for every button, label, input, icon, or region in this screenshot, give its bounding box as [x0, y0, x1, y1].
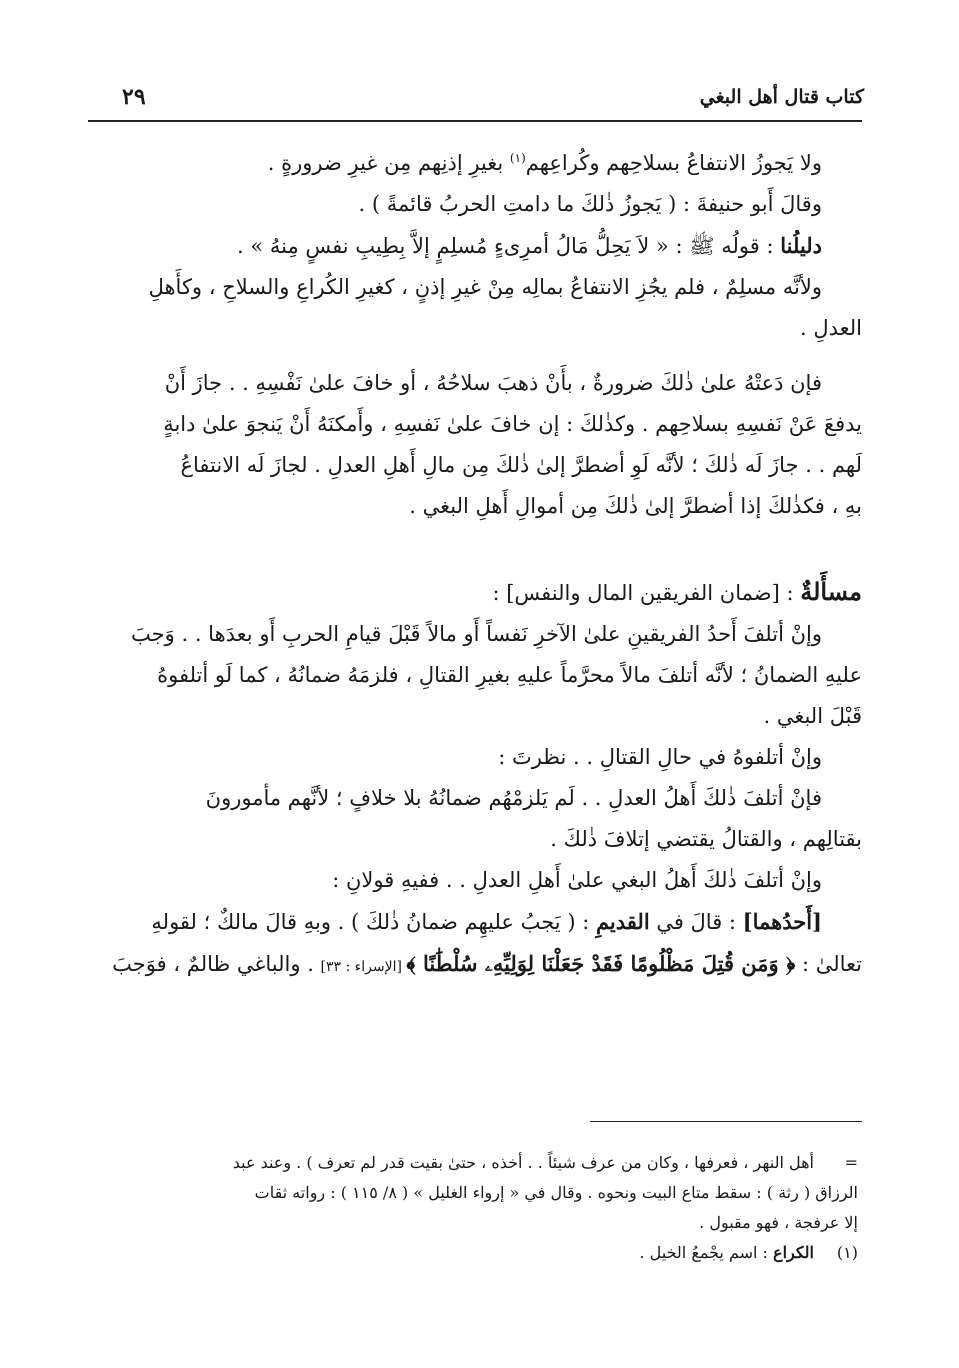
- paragraph-line: عليهِ الضمانُ ؛ لأنَّه أتلفَ مالاً محرَّماً عليهِ بغيرِ القتالِ ، فلزمَهُ ضمانُهُ ، كما لَو أتلفوهُ: [157, 663, 862, 687]
- footnote-term: الكراع: [773, 1243, 814, 1262]
- footnotes: [98, 1148, 858, 1268]
- quran-verse: ﴿ وَمَن قُتِلَ مَظْلُومًا فَقَدْ جَعَلْنَا لِوَلِيِّهِۦ سُلْطَٰنًا ﴾: [406, 951, 796, 976]
- paragraph-line: دليلُنا : قولُه ﷺ : « لاَ يَحِلُّ مَالُ أمرِىءٍ مُسلِمٍ إلاَّ بِطِيبِ نفسٍ مِنهُ » .: [236, 233, 822, 258]
- footnote-divider: [590, 1121, 862, 1122]
- paragraph-line: [أَحدُهما] : قالَ في القديمِ : ( يَجبُ عليهِم ضمانُ ذٰلكَ ) . وبهِ قالَ مالكٌ ؛ لقولهِ: [151, 909, 822, 934]
- paragraph-line: يدفعَ عَنْ نَفسِهِ بسلاحِهم . وكذٰلكَ : إن خافَ علىٰ نَفسِهِ ، وأَمكنَهُ أَنْ يَنجوَ علىٰ دابةٍ: [163, 412, 862, 436]
- continuation-mark: =: [844, 1153, 858, 1172]
- paragraph-line: وإنْ أتلفَ ذٰلكَ أَهلُ البغي علىٰ أَهلِ العدلِ . . ففيهِ قولانِ :: [332, 868, 822, 892]
- footnote-line: إلا عرفجة ، فهو مقبول .: [699, 1213, 858, 1232]
- paragraph-line: لَهم . . جازَ لَه ذٰلكَ ؛ لأنَّه لَوِ أضطرَّ إلىٰ ذٰلكَ مِن مالِ أَهلِ العدلِ . لجازَ لَه الانتفاعُ: [180, 453, 862, 477]
- section-heading: [90, 571, 862, 614]
- paragraph-line: ولأنَّه مسلِمٌ ، فلم يجُزِ الانتفاعُ بمالِه مِنْ غيرِ إذنٍ ، كغيرِ الكُراعِ والسلاحِ ، وكأَهلِ: [148, 275, 822, 299]
- paragraph-line: فإن دَعتْهُ علىٰ ذٰلكَ ضرورةٌ ، بأَنْ ذهبَ سلاحُهُ ، أو خافَ علىٰ نَفْسِهِ . . جازَ أَنْ: [164, 371, 822, 395]
- running-title: كتاب قتال أهل البغي: [699, 86, 864, 108]
- paragraph-line: بقتالِهم ، والقتالُ يقتضي إتلافَ ذٰلكَ .: [550, 827, 862, 851]
- paragraph-line: ولا يَجوزُ الانتفاعُ بسلاحِهم وكُراعِهم$^{(١)}$ بغيرِ إذنِهم مِن غيرِ ضرورةٍ .: [267, 151, 822, 175]
- page-header: [92, 84, 864, 118]
- section-title: : [ضمان الفريقين المال والنفس] :: [492, 581, 801, 605]
- evidence-label: دليلُنا: [780, 233, 822, 258]
- paragraph-line: قَبْلَ البغي .: [763, 704, 862, 728]
- page-number: ٢٩: [122, 84, 146, 110]
- paragraph-line: وإنْ أتلفوهُ في حالِ القتالِ . . نظرتَ :: [498, 745, 822, 769]
- paragraph-line: وقالَ أَبو حنيفةَ : ( يَجوزُ ذٰلكَ ما دامتِ الحربُ قائمةً ) .: [358, 192, 822, 216]
- paragraph-line: بهِ ، فكذٰلكَ إذا أضطرَّ إلىٰ ذٰلكَ مِن أموالِ أَهلِ البغي .: [409, 494, 862, 518]
- footnote-ref[interactable]: (١): [509, 151, 526, 165]
- footnote-1: (١)الكراع : اسم يجْمعُ الخيل .: [98, 1238, 858, 1268]
- footnote-line: الرزاق ( رثة ) : سقط متاع البيت ونحوه . وقال في « إرواء الغليل » ( ٨/ ١١٥ ) : رواته ثقات: [254, 1183, 858, 1202]
- paragraph-line: تعالىٰ : ﴿ وَمَن قُتِلَ مَظْلُومًا فَقَدْ جَعَلْنَا لِوَلِيِّهِۦ سُلْطَٰنًا ﴾ [الإسراء : ٣٣] . والباغي ظالمٌ ، فوَجبَ: [112, 951, 862, 976]
- footnote-number: (١): [836, 1243, 858, 1262]
- paragraph-line: وإنْ أتلفَ أَحدُ الفريقينِ علىٰ الآخرِ نَفساً أَو مالاً قَبْلَ قيامِ الحربِ أَو بعدَها . . وَجبَ: [131, 622, 822, 646]
- main-text: [90, 138, 862, 988]
- verse-reference: [الإسراء : ٣٣]: [320, 959, 407, 975]
- old-opinion-label: القديمِ: [595, 909, 650, 934]
- header-divider: [88, 120, 862, 122]
- masala-label: مسأَلةٌ: [800, 577, 862, 606]
- first-opinion-label: [أَحدُهما]: [742, 909, 822, 934]
- paragraph-line: العدلِ .: [800, 316, 862, 340]
- footnote-continued: =أهل النهر ، فعرفها ، وكان من عرف شيئاً . . أخذه ، حتىٰ بقيت قدر لم تعرف ) . وعند عبد: [98, 1148, 858, 1178]
- paragraph-line: فإنْ أتلفَ ذٰلكَ أَهلُ العدلِ . . لَم يَلزمْهُم ضمانُهُ بلا خلافٍ ؛ لأنَّهم مأمورونَ: [205, 786, 822, 810]
